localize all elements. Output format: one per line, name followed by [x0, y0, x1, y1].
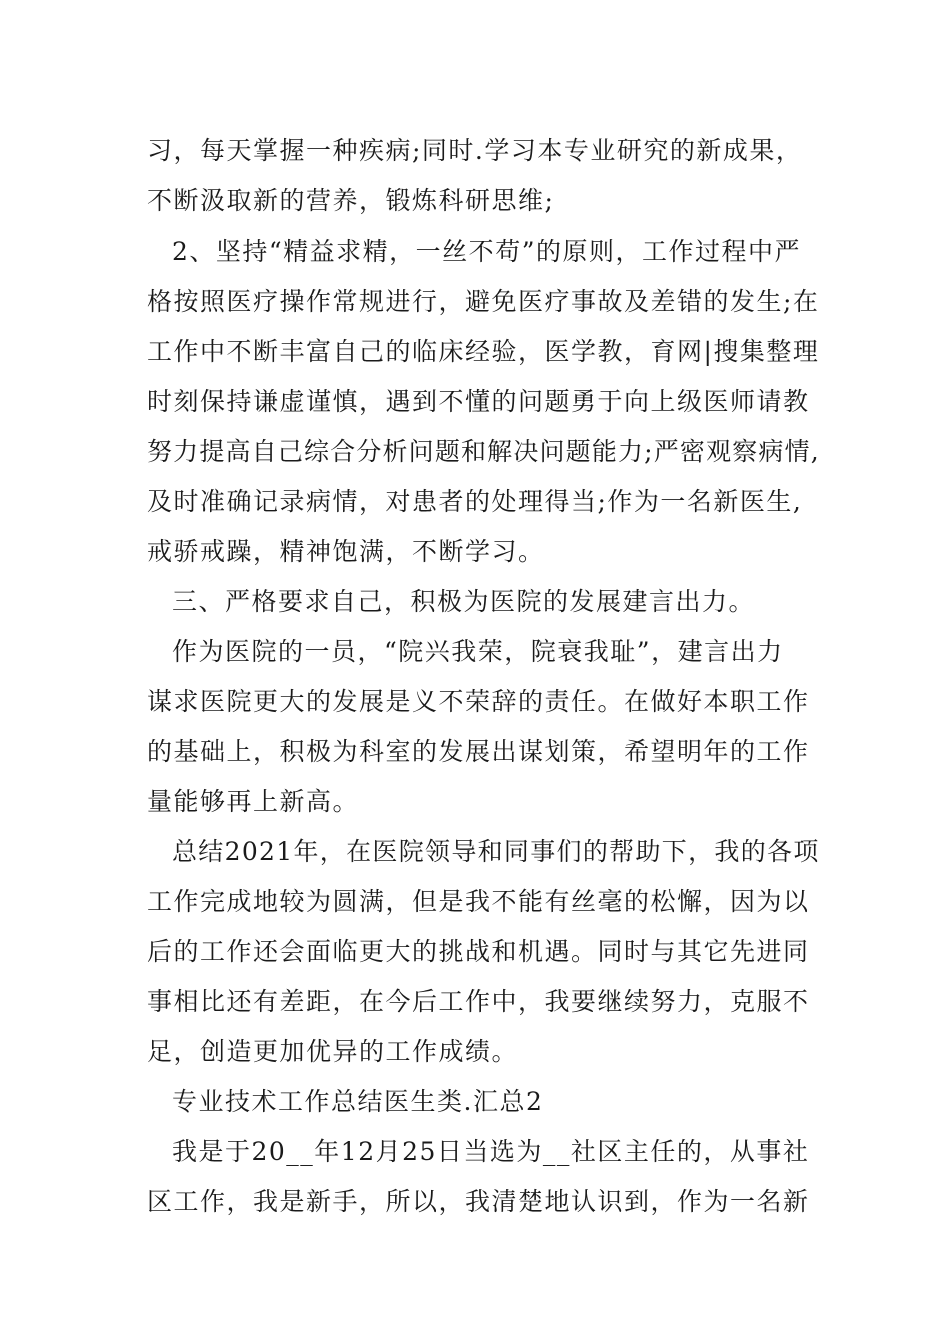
text-line: 我是于20__年12月25日当选为__社区主任的，从事社 [172, 1137, 810, 1166]
text-line: 及时准确记录病情，对患者的处理得当;作为一名新医生, [147, 487, 803, 516]
section-heading: 三、严格要求自己，积极为医院的发展建言出力。 [172, 587, 756, 616]
text-line: 作为医院的一员，“院兴我荣，院衰我耻”，建言出力 [172, 637, 784, 666]
text-line: 后的工作还会面临更大的挑战和机遇。同时与其它先进同 [147, 937, 810, 966]
text-line: 不断汲取新的营养，锻炼科研思维; [147, 186, 555, 215]
text-line: 2、坚持“精益求精，一丝不苟”的原则，工作过程中严 [172, 237, 801, 266]
text-line: 时刻保持谦虚谨慎，遇到不懂的问题勇于向上级医师请教 [147, 387, 810, 416]
text-line: 工作中不断丰富自己的临床经验，医学教，育网|搜集整理 [147, 337, 820, 366]
text-line: 格按照医疗操作常规进行，避免医疗事故及差错的发生;在 [147, 287, 820, 316]
text-line: 努力提高自己综合分析问题和解决问题能力;严密观察病情, [147, 437, 820, 466]
text-line: 戒骄戒躁，精神饱满，不断学习。 [147, 537, 545, 566]
section-title: 专业技术工作总结医生类.汇总2 [172, 1087, 544, 1116]
text-line: 习，每天掌握一种疾病;同时.学习本专业研究的新成果， [147, 136, 803, 165]
text-line: 足，创造更加优异的工作成绩。 [147, 1037, 519, 1066]
text-line: 区工作，我是新手，所以，我清楚地认识到，作为一名新 [147, 1187, 810, 1216]
text-line: 事相比还有差距，在今后工作中，我要继续努力，克服不 [147, 987, 810, 1016]
text-line: 工作完成地较为圆满，但是我不能有丝毫的松懈，因为以 [147, 887, 810, 916]
text-line: 量能够再上新高。 [147, 787, 360, 816]
text-line: 的基础上，积极为科室的发展出谋划策，希望明年的工作 [147, 737, 810, 766]
text-line: 谋求医院更大的发展是义不荣辞的责任。在做好本职工作 [147, 687, 810, 716]
text-line: 总结2021年，在医院领导和同事们的帮助下，我的各项 [172, 837, 820, 866]
